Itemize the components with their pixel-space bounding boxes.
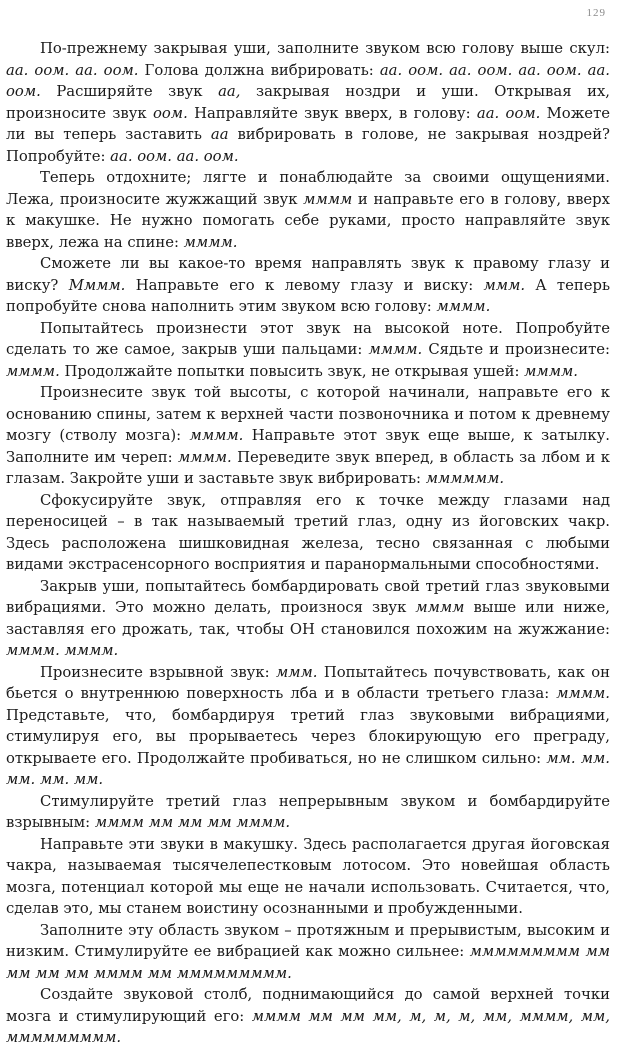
paragraph-text: Сфокусируйте звук, отправляя его к точке между глазами над переносицей – в так называемый третий глаз, одну из йоговских чакр. Здесь расположена шишковидная железа, тесно связанная с любыми видами экстрасенсорного восприятия и паранормальными способностями. <box>6 491 610 573</box>
sound-syllables: мммм. <box>177 448 232 466</box>
paragraph-text: А теперь попробуйте снова наполнить этим звуком всю голову: <box>6 276 610 315</box>
paragraph-text: Закрыв уши, попытайтесь бомбардировать свой третий глаз звуковыми вибрациями. Это можно делать, произнося звук <box>6 577 610 616</box>
paragraph-text: Сядьте и произнесите: <box>422 341 610 358</box>
sound-syllables: мммм. <box>556 685 610 702</box>
sound-syllables: мммм. <box>368 341 423 358</box>
sound-syllables: мммм. <box>436 298 491 315</box>
paragraph-text: закрывая ноздри и уши. Открывая их, произносите звук <box>6 83 610 122</box>
paragraph <box>6 984 610 1049</box>
sound-syllables: мммм мм мм мм, м, м, м, мм, мммм, мм, ммммммммм. <box>6 1007 610 1046</box>
paragraph <box>6 662 610 791</box>
sound-syllables: аа. оом. аа. оом. <box>6 61 139 79</box>
paragraph-text: Продолжайте попытки повысить звук, не открывая ушей: <box>59 362 525 380</box>
text-body <box>6 38 610 1049</box>
paragraph-text: Направьте его к левому глазу и виску: <box>125 276 484 294</box>
paragraph-text: Направьте этот звук еще выше, к затылку. Заполните им череп: <box>6 427 610 466</box>
page-number: 129 <box>586 7 606 19</box>
paragraph-text: и направьте его в голову, вверх к макушке. Не нужно помогать себе руками, просто направляйте звук вверх, лежа на спине: <box>6 190 610 251</box>
paragraph <box>6 576 610 662</box>
paragraph-text: Направьте эти звуки в макушку. Здесь располагается другая йоговская чакра, называемая тысячелепестковым лотосом. Это новейшая область мозга, потенциал которой мы еще не начали использовать. Считается, что, сделав это, мы станем воистину осознанными и пробужденными. <box>6 835 610 917</box>
paragraph <box>6 167 610 253</box>
paragraph <box>6 920 610 985</box>
sound-syllables: Мммм. <box>68 276 126 294</box>
paragraph-text: Голова должна вибрировать: <box>138 61 380 79</box>
sound-syllables: мммм. <box>183 233 238 251</box>
paragraph-text: Сможете ли вы какое-то время направлять звук к правому глазу и виску? <box>6 255 610 294</box>
sound-syllables: ммммммммм мм мм мм мм мммм мм ммммммммм. <box>6 943 610 982</box>
sound-syllables: мммммм. <box>425 470 505 487</box>
sound-syllables: мммм <box>415 599 465 616</box>
paragraph-text: Попытайтесь почувствовать, как он бьется о внутреннюю поверхность лба и в области третьего глаза: <box>6 663 610 702</box>
sound-syllables: мммм. <box>189 427 244 444</box>
paragraph-text: Создайте звуковой столб, поднимающийся до самой верхней точки мозга и стимулирующий его: <box>6 986 610 1025</box>
paragraph-text: вибрировать в голове, не закрывая ноздрей? Попробуйте: <box>6 126 610 165</box>
sound-syllables: мммм <box>303 190 353 208</box>
paragraph-text: Можете ли вы теперь заставить <box>6 104 611 143</box>
sound-syllables: мммм. мммм. <box>6 642 119 659</box>
paragraph <box>6 253 610 318</box>
sound-syllables: ммм. <box>275 663 318 681</box>
sound-syllables: оом. <box>152 104 188 122</box>
paragraph <box>6 38 610 167</box>
paragraph-text: Представьте, что, бомбардируя третий глаз звуковыми вибрациями, стимулируя его, вы прорываетесь через блокирующую его преграду, открываете его. Продолжайте пробиваться, но не слишком сильно: <box>6 706 610 767</box>
paragraph-text: По-прежнему закрывая уши, заполните звуком всю голову выше скул: <box>40 40 610 57</box>
paragraph <box>6 791 610 834</box>
paragraph-text: Направляйте звук вверх, в голову: <box>187 104 477 122</box>
paragraph-text: Стимулируйте третий глаз непрерывным звуком и бомбардируйте взрывным: <box>6 792 610 831</box>
paragraph <box>6 382 610 490</box>
paragraph-text: Заполните эту область звуком – протяжным и прерывистым, высоким и низким. Стимулируйте ее вибрацией как можно сильнее: <box>6 921 610 960</box>
sound-syllables: аа, <box>218 83 241 100</box>
sound-syllables: ммм. <box>483 276 526 294</box>
sound-syllables: аа <box>210 126 229 143</box>
sound-syllables: мммм. <box>6 362 60 380</box>
paragraph-text: выше или ниже, заставляя его дрожать, так, чтобы ОН становился похожим на жужжание: <box>6 599 611 638</box>
paragraph-text: Расширяйте звук <box>40 83 219 100</box>
paragraph-text: Произнесите звук той высоты, с которой начинали, направьте его к основанию спины, затем к верхней части позвоночника и потом к древнему мозгу (стволу мозга): <box>6 384 610 444</box>
sound-syllables: аа. оом. аа. оом. <box>110 147 239 165</box>
paragraph <box>6 834 610 920</box>
sound-syllables: аа. оом. <box>476 104 541 122</box>
sound-syllables: мммм. <box>524 362 578 380</box>
paragraph <box>6 318 610 383</box>
sound-syllables: мм. мм. мм. мм. мм. <box>6 749 610 788</box>
paragraph-text: Переведите звук вперед, в область за лбом и к глазам. Закройте уши и заставьте звук вибрировать: <box>6 448 610 487</box>
paragraph-text: Произнесите взрывной звук: <box>40 663 276 681</box>
paragraph-text: Теперь отдохните; лягте и понаблюдайте за своими ощущениями. Лежа, произносите жужжащий звук <box>6 169 610 208</box>
sound-syllables: аа. оом. аа. оом. аа. оом. аа. оом. <box>6 61 611 100</box>
sound-syllables: мммм мм мм мм мммм. <box>94 814 291 831</box>
paragraph-text: Попытайтесь произнести этот звук на высокой ноте. Попробуйте сделать то же самое, закрыв уши пальцами: <box>6 319 610 358</box>
paragraph <box>6 490 610 576</box>
